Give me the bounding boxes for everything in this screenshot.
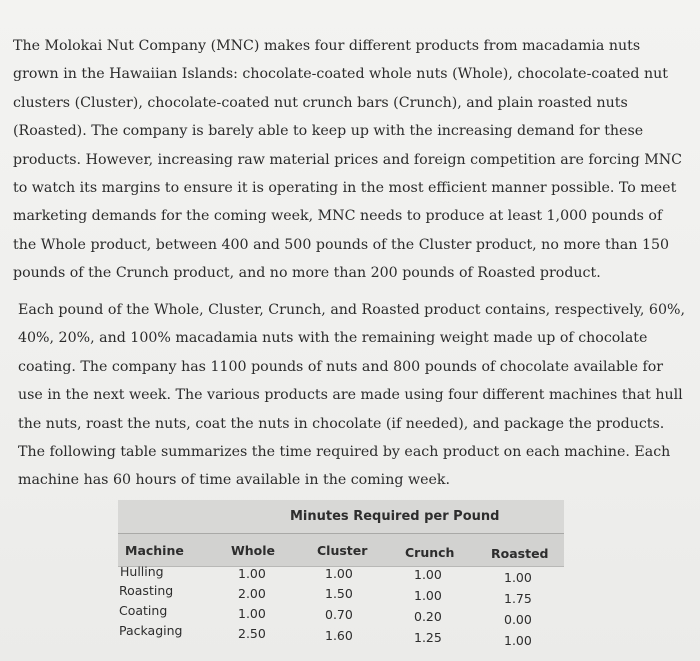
table-cell: 1.00 [238, 566, 266, 581]
problem-paragraph-1: The Molokai Nut Company (MNC) makes four different products from macadamia nuts grown in the Hawaiian Islands: chocolate-coated whole nuts (Whole), chocolate-coated nut clusters (Cluster), chocolate-coated nut crunch bars (Crunch), and plain roasted nuts (Roasted). The company is barely able to keep up with the increasing demand for these products. However, increasing raw material prices and foreign competition are forcing MNC to watch its margins to ensure it is operating in the most efficient manner possible. To meet marketing demands for the coming week, MNC needs to produce at least 1,000 pounds of the Whole product, between 400 and 500 pounds of the Cluster product, no more than 150 pounds of the Crunch product, and no more than 200 pounds of Roasted product. [13, 38, 682, 282]
table-cell: 0.20 [414, 609, 442, 624]
table-cell: 1.00 [414, 588, 442, 603]
table-cell: 1.50 [325, 586, 353, 601]
column-header-crunch: Crunch [405, 545, 455, 560]
table-cell: 1.00 [325, 566, 353, 581]
row-label-roasting: Roasting [119, 583, 174, 598]
machine-time-table [118, 500, 564, 652]
table-cell: 1.00 [504, 570, 532, 585]
table-cell: 0.70 [325, 607, 353, 622]
table-cell: 1.25 [414, 630, 442, 645]
table-cell: 1.00 [504, 633, 532, 648]
table-rule-top [118, 533, 564, 534]
table-cell: 2.00 [238, 586, 266, 601]
row-label-packaging: Packaging [119, 623, 183, 638]
column-header-cluster: Cluster [317, 543, 368, 558]
table-cell: 1.00 [414, 567, 442, 582]
table-group-title: Minutes Required per Pound [290, 509, 500, 524]
table-cell: 1.60 [325, 628, 353, 643]
row-label-coating: Coating [119, 603, 168, 618]
row-label-hulling: Hulling [120, 564, 164, 579]
table-cell: 2.50 [238, 626, 266, 641]
table-cell: 1.75 [504, 591, 532, 606]
column-header-machine: Machine [125, 543, 184, 558]
column-header-whole: Whole [231, 543, 276, 558]
problem-paragraph-2: Each pound of the Whole, Cluster, Crunch, and Roasted product contains, respectively, 60%, 40%, 20%, and 100% macadamia nuts with the remaining weight made up of chocolate coating. The company has 1100 pounds of nuts and 800 pounds of chocolate available for use in the next week. The various products are made using four different machines that hull the nuts, roast the nuts, coat the nuts in chocolate (if needed), and package the products. The following table summarizes the time required by each product on each machine. Each machine has 60 hours of time available in the coming week. [18, 302, 685, 489]
column-header-roasted: Roasted [491, 546, 549, 561]
table-cell: 1.00 [238, 606, 266, 621]
table-cell: 0.00 [504, 612, 532, 627]
